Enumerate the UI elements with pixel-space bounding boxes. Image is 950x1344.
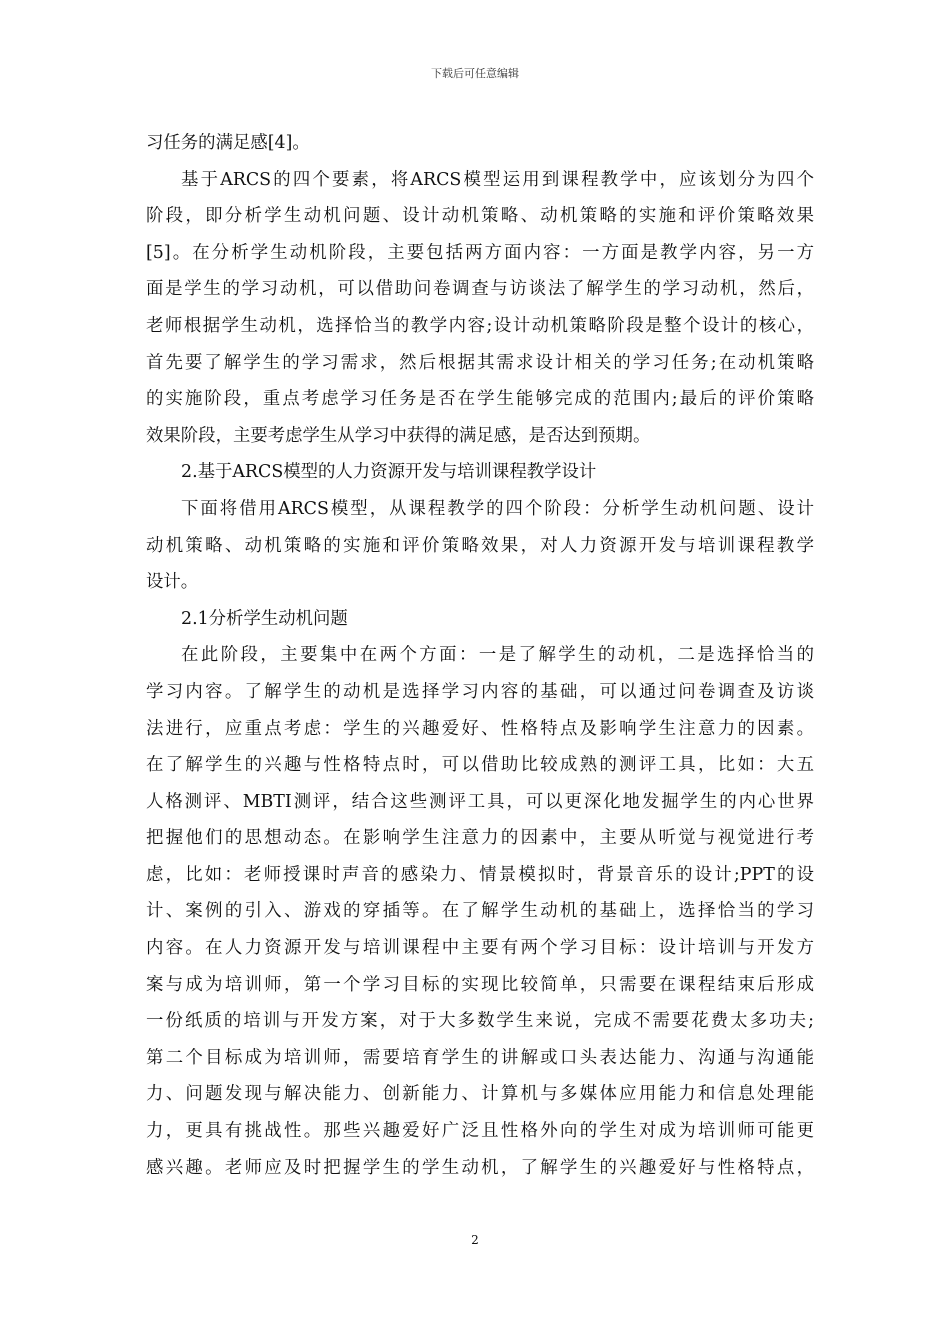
- body-line: 法进行，应重点考虑：学生的兴趣爱好、性格特点及影响学生注意力的因素。: [146, 718, 814, 739]
- body-line: 设计。: [146, 572, 199, 593]
- body-line: 虑，比如：老师授课时声音的感染力、情景模拟时，背景音乐的设计;PPT的设: [146, 864, 814, 885]
- subsection-heading: 2.1分析学生动机问题: [181, 608, 348, 629]
- body-line: 力、问题发现与解决能力、创新能力、计算机与多媒体应用能力和信息处理能: [146, 1084, 814, 1105]
- body-line: 下面将借用ARCS模型，从课程教学的四个阶段：分析学生动机问题、设计: [181, 498, 814, 519]
- body-line: 把握他们的思想动态。在影响学生注意力的因素中，主要从听觉与视觉进行考: [146, 828, 814, 849]
- body-line: 动机策略、动机策略的实施和评价策略效果，对人力资源开发与培训课程教学: [146, 535, 814, 556]
- body-line: 首先要了解学生的学习需求，然后根据其需求设计相关的学习任务;在动机策略: [146, 352, 814, 373]
- body-line: 在此阶段，主要集中在两个方面：一是了解学生的动机，二是选择恰当的: [181, 645, 814, 666]
- body-line: 效果阶段，主要考虑学生从学习中获得的满足感，是否达到预期。: [146, 425, 651, 446]
- body-line: 内容。在人力资源开发与培训课程中主要有两个学习目标：设计培训与开发方: [146, 938, 814, 959]
- body-line: 第二个目标成为培训师，需要培育学生的讲解或口头表达能力、沟通与沟通能: [146, 1047, 814, 1068]
- body-line: 感兴趣。老师应及时把握学生的学生动机，了解学生的兴趣爱好与性格特点，: [146, 1157, 814, 1178]
- body-line: 在了解学生的兴趣与性格特点时，可以借助比较成熟的测评工具，比如：大五: [146, 755, 814, 776]
- body-line: 面是学生的学习动机，可以借助问卷调查与访谈法了解学生的学习动机，然后，: [146, 279, 814, 300]
- body-line: 老师根据学生动机，选择恰当的教学内容;设计动机策略阶段是整个设计的核心，: [146, 315, 814, 336]
- body-line: 基于ARCS的四个要素，将ARCS模型运用到课程教学中，应该划分为四个: [181, 169, 814, 190]
- page-header: 下载后可任意编辑: [431, 67, 519, 80]
- body-line: 计、案例的引入、游戏的穿插等。在了解学生动机的基础上，选择恰当的学习: [146, 901, 814, 922]
- section-heading: 2.基于ARCS模型的人力资源开发与培训课程教学设计: [181, 462, 597, 483]
- body-line: 一份纸质的培训与开发方案，对于大多数学生来说，完成不需要花费太多功夫;: [146, 1011, 814, 1032]
- body-line: 学习内容。了解学生的动机是选择学习内容的基础，可以通过问卷调查及访谈: [146, 681, 814, 702]
- body-line: 力，更具有挑战性。那些兴趣爱好广泛且性格外向的学生对成为培训师可能更: [146, 1121, 814, 1142]
- page-number: 2: [471, 1233, 479, 1247]
- body-line: 的实施阶段，重点考虑学习任务是否在学生能够完成的范围内;最后的评价策略: [146, 389, 814, 410]
- body-line: 人格测评、MBTI测评，结合这些测评工具，可以更深化地发掘学生的内心世界: [146, 791, 814, 812]
- document-body: [146, 125, 814, 1186]
- body-line: [5]。在分析学生动机阶段，主要包括两方面内容：一方面是教学内容，另一方: [146, 242, 814, 263]
- body-line: 案与成为培训师，第一个学习目标的实现比较简单，只需要在课程结束后形成: [146, 974, 814, 995]
- body-line: 阶段，即分析学生动机问题、设计动机策略、动机策略的实施和评价策略效果: [146, 206, 814, 227]
- body-line: 习任务的满足感[4]。: [146, 133, 310, 153]
